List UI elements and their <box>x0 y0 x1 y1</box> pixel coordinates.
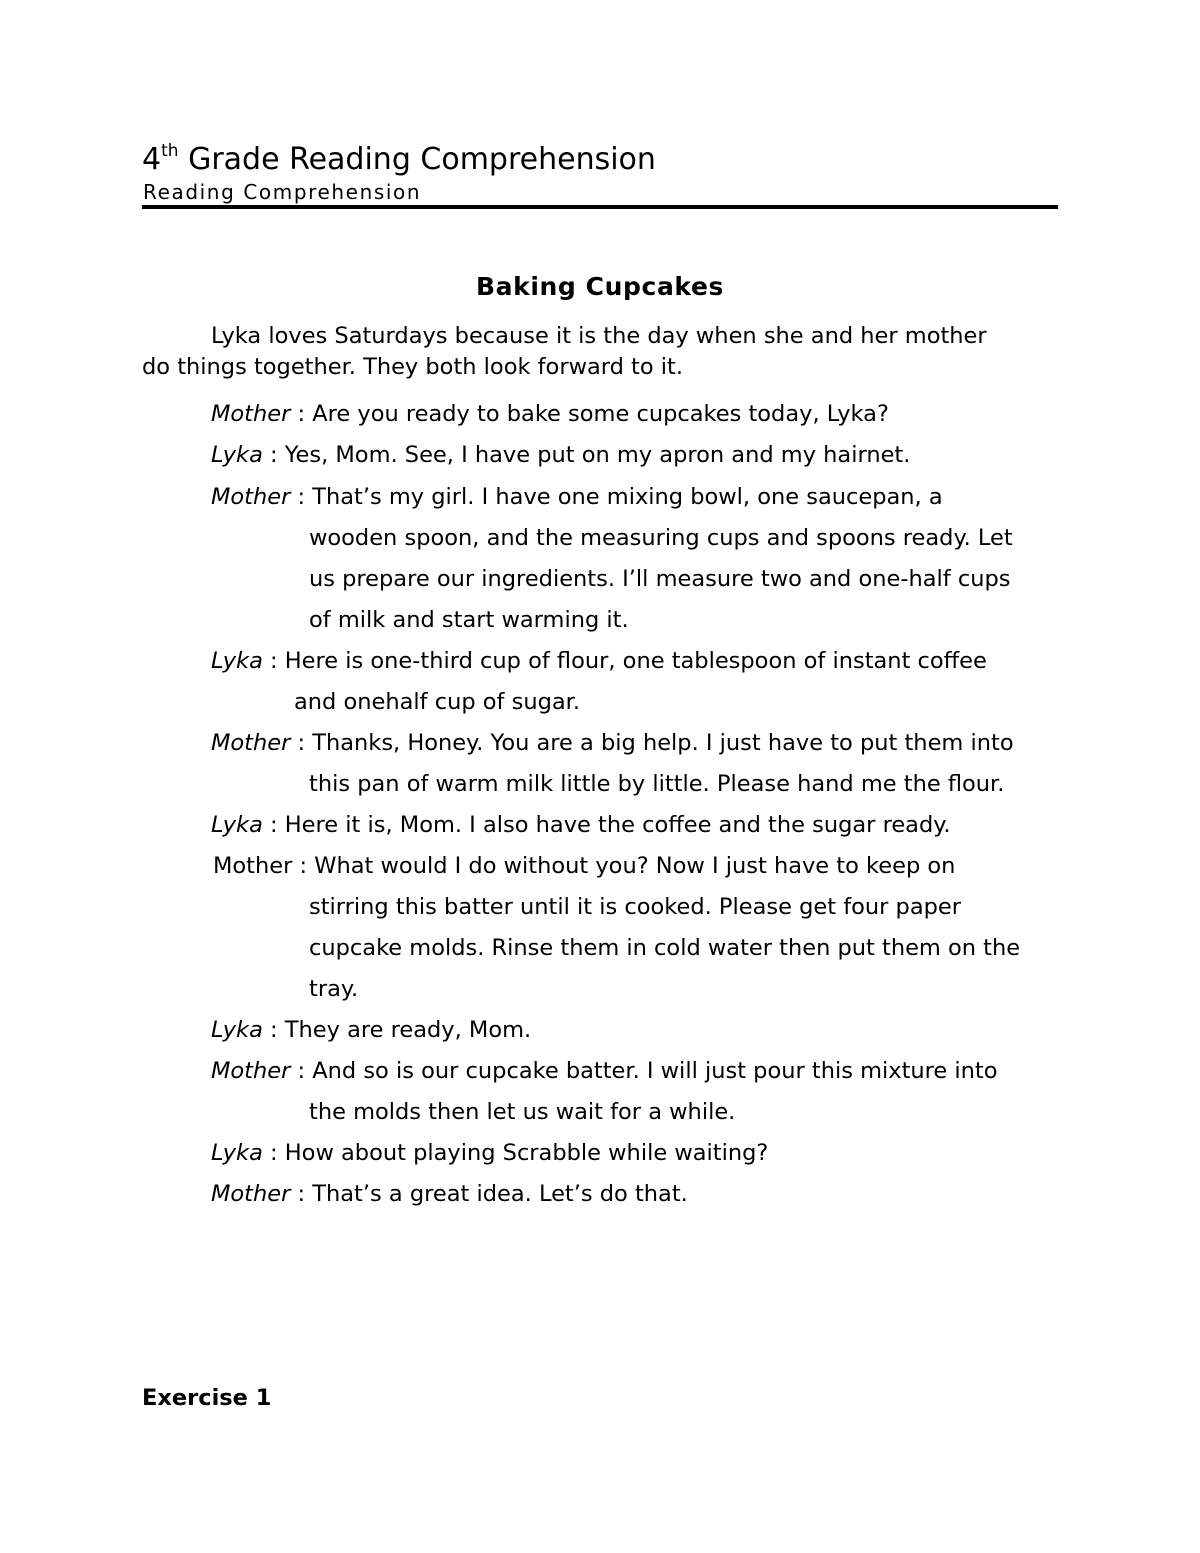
dialogue-line <box>211 1179 688 1209</box>
speaker-separator: : <box>262 648 285 674</box>
speaker-name: Lyka <box>211 648 263 674</box>
title-rest: Grade Reading Comprehension <box>178 142 656 177</box>
dialogue-continuation: stirring this batter until it is cooked. Please get four paper <box>309 894 961 920</box>
exercise-heading: Exercise 1 <box>142 1385 272 1411</box>
dialogue-line <box>211 440 910 470</box>
speaker-separator: : <box>262 812 285 838</box>
speaker-separator: : <box>290 1058 313 1084</box>
speaker-name: Mother <box>213 853 293 879</box>
dialogue-text: Here is one-third cup of flour, one tablespoon of instant coffee <box>284 648 987 674</box>
dialogue-continuation: us prepare our ingredients. I’ll measure two and one-half cups <box>309 566 1011 592</box>
dialogue-continuation: wooden spoon, and the measuring cups and spoons ready. Let <box>309 525 1013 551</box>
dialogue-line <box>211 1015 531 1045</box>
header-divider <box>142 205 1058 209</box>
dialogue-line <box>213 851 955 881</box>
speaker-name: Mother <box>211 1058 291 1084</box>
dialogue-continuation: and onehalf cup of sugar. <box>294 689 581 715</box>
dialogue-line <box>211 646 987 676</box>
speaker-separator: : <box>290 401 313 427</box>
speaker-name: Lyka <box>211 812 263 838</box>
speaker-name: Lyka <box>211 1140 263 1166</box>
dialogue-continuation: the molds then let us wait for a while. <box>309 1099 736 1125</box>
story-title: Baking Cupcakes <box>475 272 725 301</box>
dialogue-continuation: cupcake molds. Rinse them in cold water then put them on the <box>309 935 1021 961</box>
speaker-name: Lyka <box>211 442 263 468</box>
speaker-name: Mother <box>211 401 291 427</box>
speaker-name: Lyka <box>211 1017 263 1043</box>
document-title <box>142 140 656 184</box>
dialogue-text: Thanks, Honey. You are a big help. I just have to put them into <box>312 730 1014 756</box>
dialogue-text: How about playing Scrabble while waiting? <box>284 1140 769 1166</box>
intro-line: do things together. They both look forward to it. <box>142 354 684 380</box>
dialogue-text: Are you ready to bake some cupcakes today, Lyka? <box>312 401 889 427</box>
speaker-separator: : <box>292 853 315 879</box>
speaker-name: Mother <box>211 730 291 756</box>
dialogue-text: What would I do without you? Now I just have to keep on <box>314 853 956 879</box>
speaker-separator: : <box>262 1140 285 1166</box>
dialogue-text: That’s my girl. I have one mixing bowl, one saucepan, a <box>312 484 943 510</box>
dialogue-line <box>211 482 943 512</box>
title-superscript: th <box>161 141 179 161</box>
title-number: 4 <box>142 142 162 177</box>
dialogue-line <box>211 399 889 429</box>
dialogue-line <box>211 1056 998 1086</box>
speaker-name: Mother <box>211 1181 291 1207</box>
dialogue-text: Here it is, Mom. I also have the coffee and the sugar ready. <box>284 812 951 838</box>
speaker-separator: : <box>262 442 285 468</box>
dialogue-text: That’s a great idea. Let’s do that. <box>312 1181 688 1207</box>
dialogue-line <box>211 1138 768 1168</box>
dialogue-continuation: tray. <box>309 976 359 1002</box>
dialogue-text: They are ready, Mom. <box>284 1017 532 1043</box>
dialogue-continuation: of milk and start warming it. <box>309 607 629 633</box>
speaker-separator: : <box>290 484 313 510</box>
dialogue-line <box>211 810 951 840</box>
speaker-separator: : <box>290 730 313 756</box>
dialogue-continuation: this pan of warm milk little by little. Please hand me the flour. <box>309 771 1005 797</box>
intro-line: Lyka loves Saturdays because it is the day when she and her mother <box>211 323 987 349</box>
document-subtitle: Reading Comprehension <box>143 180 422 204</box>
speaker-separator: : <box>262 1017 285 1043</box>
speaker-separator: : <box>290 1181 313 1207</box>
speaker-name: Mother <box>211 484 291 510</box>
dialogue-line <box>211 728 1014 758</box>
dialogue-text: And so is our cupcake batter. I will just pour this mixture into <box>312 1058 998 1084</box>
dialogue-text: Yes, Mom. See, I have put on my apron and my hairnet. <box>284 442 911 468</box>
